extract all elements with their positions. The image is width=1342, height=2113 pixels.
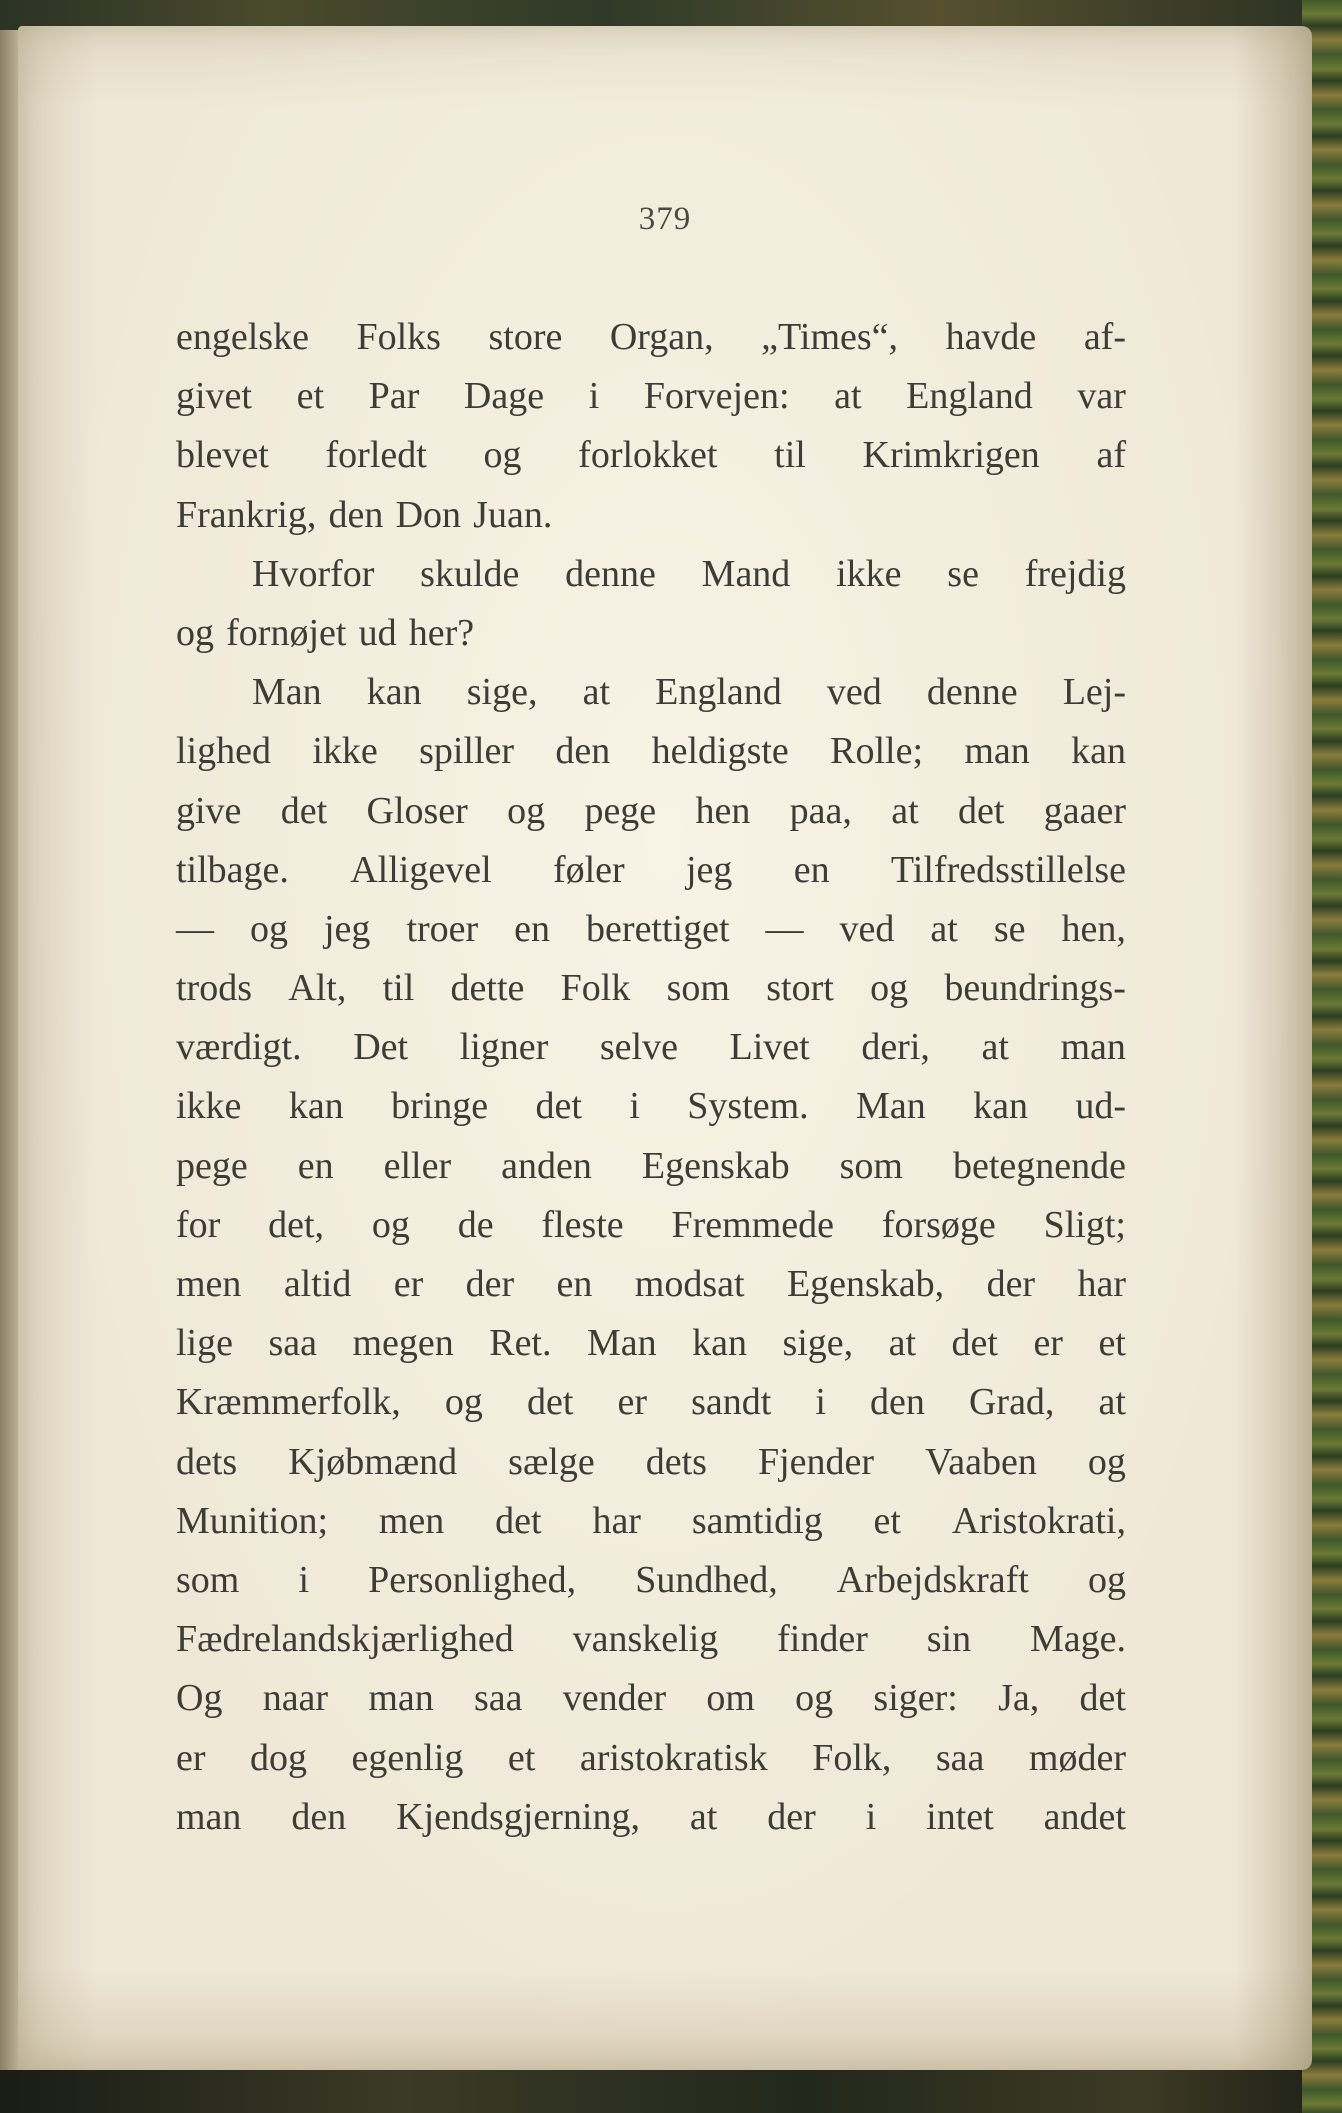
word: af- — [1083, 316, 1126, 358]
text-line — [176, 1373, 1126, 1432]
word: denne — [926, 671, 1018, 714]
word: England — [906, 375, 1033, 418]
word: ikke — [312, 730, 378, 773]
word: kan — [692, 1322, 747, 1365]
text-line — [176, 604, 1126, 663]
word: altid — [283, 1263, 352, 1305]
word: og — [444, 1381, 483, 1424]
word: og — [870, 967, 909, 1010]
word: — — [176, 907, 214, 950]
word: Forvejen: — [643, 375, 790, 418]
word: Frankrig, — [176, 493, 317, 536]
word: havde — [945, 316, 1037, 358]
word: at — [1098, 1381, 1126, 1424]
word: Personlighed, — [368, 1558, 577, 1601]
word: — — [765, 907, 804, 950]
word: jeg — [324, 907, 371, 950]
word: Tilfredsstillelse — [890, 848, 1126, 891]
word: Grad, — [968, 1381, 1055, 1424]
word: Fremmede — [671, 1203, 834, 1246]
text-line — [176, 1314, 1126, 1373]
word: kan — [1071, 730, 1126, 773]
word: i — [815, 1381, 826, 1424]
word: fleste — [541, 1203, 624, 1246]
word: aristokratisk — [579, 1736, 768, 1779]
word: eller — [383, 1144, 452, 1187]
word: Juan. — [473, 493, 553, 536]
word: se — [993, 907, 1026, 950]
word: Rolle; — [830, 730, 924, 773]
text-line — [176, 1137, 1126, 1196]
word: Alligevel — [350, 848, 492, 891]
word: det — [280, 789, 328, 832]
word: Kjendsgjerning, — [396, 1795, 640, 1838]
word: de — [457, 1203, 494, 1246]
word: vender — [562, 1677, 667, 1720]
word: at — [834, 375, 862, 418]
word: hen — [695, 789, 751, 832]
word: man — [964, 730, 1030, 773]
word: saa — [935, 1736, 985, 1779]
word: egenlig — [351, 1736, 464, 1779]
word: det — [957, 789, 1005, 832]
word: ved — [826, 671, 882, 714]
word: bringe — [391, 1085, 489, 1128]
word: og — [483, 434, 522, 477]
text-line — [176, 1551, 1126, 1610]
word: Arbejdskraft — [836, 1558, 1029, 1601]
text-line — [176, 308, 1126, 367]
word: stort — [766, 967, 834, 1010]
word: at — [582, 671, 611, 714]
word: siger: — [873, 1677, 958, 1720]
word: man — [368, 1677, 434, 1720]
word: er — [393, 1263, 424, 1305]
word: men — [176, 1263, 242, 1305]
word: Munition; — [176, 1499, 329, 1542]
word: forledt — [325, 434, 427, 477]
word: Livet — [729, 1026, 810, 1069]
text-line — [176, 1196, 1126, 1255]
word: at — [930, 907, 958, 950]
page-number: 379 — [638, 201, 692, 237]
word: er — [617, 1381, 647, 1424]
word: i — [588, 375, 600, 418]
word: andet — [1043, 1795, 1126, 1838]
word: Kræmmerfolk, — [176, 1381, 401, 1424]
word: pege — [176, 1144, 248, 1187]
word: som — [839, 1144, 903, 1187]
word: denne — [565, 552, 656, 595]
word: modsat — [634, 1263, 745, 1305]
book-page — [18, 26, 1312, 2070]
word: megen — [352, 1322, 454, 1365]
word: et — [873, 1499, 901, 1542]
word: er — [1033, 1322, 1063, 1365]
word: forlokket — [578, 434, 718, 477]
word: kan — [288, 1085, 344, 1128]
word: give — [176, 789, 242, 832]
word: deri, — [861, 1026, 930, 1069]
word: forsøge — [881, 1203, 996, 1246]
word: Man — [252, 671, 322, 714]
word: der — [986, 1263, 1036, 1305]
word: en — [793, 848, 830, 891]
word: den — [870, 1381, 925, 1424]
word: og — [795, 1677, 834, 1720]
word: Sligt; — [1043, 1203, 1126, 1246]
word: Og — [176, 1677, 223, 1720]
word: den — [555, 730, 611, 773]
word: her? — [408, 611, 475, 654]
word: det — [1079, 1677, 1126, 1720]
word: Egenskab, — [786, 1263, 945, 1305]
word: „Times“, — [761, 316, 899, 358]
word: møder — [1028, 1736, 1126, 1779]
text-line — [176, 959, 1126, 1018]
word: i — [865, 1795, 877, 1838]
text-line — [176, 367, 1126, 426]
word: og — [176, 611, 214, 654]
word: betegnende — [952, 1144, 1126, 1187]
word: Folk, — [812, 1736, 892, 1779]
word: for — [176, 1203, 221, 1246]
word: heldigste — [651, 730, 789, 773]
word: som — [176, 1558, 240, 1601]
word: Folk — [560, 967, 631, 1010]
word: Alt, — [288, 967, 347, 1010]
word: der — [465, 1263, 515, 1305]
text-line — [176, 1077, 1126, 1136]
word: ikke — [836, 552, 902, 595]
word: sælge — [508, 1440, 595, 1483]
word: dog — [250, 1736, 308, 1779]
word: om — [706, 1677, 755, 1720]
word: som — [666, 967, 730, 1010]
word: der — [767, 1795, 816, 1838]
text-line — [176, 1788, 1126, 1847]
word: er — [176, 1736, 206, 1779]
word: blevet — [176, 434, 269, 477]
word: givet — [176, 375, 252, 418]
word: var — [1077, 375, 1126, 418]
word: sige, — [466, 671, 538, 714]
word: har — [1077, 1263, 1126, 1305]
word: anden — [501, 1144, 592, 1187]
word: Mand — [701, 552, 791, 595]
word: at — [689, 1795, 718, 1838]
text-line — [176, 782, 1126, 841]
word: Fjender — [757, 1440, 875, 1483]
word: at — [888, 1322, 917, 1365]
word: gaaer — [1043, 789, 1126, 832]
word: Lej- — [1062, 671, 1126, 714]
word: finder — [777, 1618, 868, 1661]
word: det, — [268, 1203, 325, 1246]
text-line — [176, 1255, 1126, 1314]
word: og — [507, 789, 546, 832]
text-line — [176, 426, 1126, 485]
word: trods — [176, 967, 252, 1010]
word: Par — [368, 375, 420, 418]
word: hen, — [1061, 907, 1126, 950]
word: Mage. — [1029, 1618, 1126, 1661]
word: England — [655, 671, 782, 714]
text-line — [176, 1729, 1126, 1788]
word: spiller — [419, 730, 515, 773]
word: Man — [856, 1085, 926, 1128]
word: Gloser — [366, 789, 468, 832]
word: jeg — [685, 848, 733, 891]
word: det — [951, 1322, 998, 1365]
word: den — [291, 1795, 347, 1838]
text-line — [176, 1610, 1126, 1669]
word: og — [1087, 1558, 1126, 1601]
word: ud — [358, 611, 397, 654]
word: det — [535, 1085, 582, 1128]
text-line — [176, 545, 1126, 604]
word: Aristokrati, — [951, 1499, 1126, 1542]
word: det — [526, 1381, 574, 1424]
word: lige — [176, 1322, 233, 1365]
text-line — [176, 1433, 1126, 1492]
word: kan — [973, 1085, 1028, 1128]
text-line — [176, 486, 1126, 545]
word: kan — [366, 671, 422, 714]
word: ved — [839, 907, 895, 950]
word: sige, — [782, 1322, 854, 1365]
word: saa — [268, 1322, 317, 1365]
word: store — [488, 316, 563, 358]
word: dets — [176, 1440, 238, 1483]
word: dette — [450, 967, 525, 1010]
word: et — [1098, 1322, 1126, 1365]
word: naar — [262, 1677, 329, 1720]
word: samtidig — [691, 1499, 823, 1542]
word: Man — [586, 1322, 657, 1365]
word: dets — [645, 1440, 707, 1483]
text-line — [176, 900, 1126, 959]
word: af — [1096, 434, 1126, 477]
word: intet — [926, 1795, 994, 1838]
word: lighed — [176, 730, 271, 773]
word: paa, — [789, 789, 852, 832]
word: Krimkrigen — [862, 434, 1040, 477]
word: Organ, — [609, 316, 714, 358]
word: i — [629, 1085, 640, 1128]
word: men — [378, 1499, 445, 1542]
word: at — [981, 1026, 1009, 1069]
word: man — [176, 1795, 242, 1838]
text-line — [176, 663, 1126, 722]
word: i — [298, 1558, 310, 1601]
word: selve — [599, 1026, 678, 1069]
word: Egenskab — [641, 1144, 790, 1187]
word: værdigt. — [176, 1026, 302, 1069]
word: pege — [584, 789, 657, 832]
word: sandt — [691, 1381, 772, 1424]
word: en — [297, 1144, 334, 1187]
word: det — [495, 1499, 542, 1542]
body-text — [176, 308, 1126, 1847]
word: beundrings- — [944, 967, 1126, 1010]
word: et — [296, 375, 325, 418]
word: og — [371, 1203, 410, 1246]
word: ikke — [176, 1085, 242, 1128]
word: til — [382, 967, 415, 1010]
word: Kjøbmænd — [288, 1440, 458, 1483]
text-line — [176, 1018, 1126, 1077]
word: at — [891, 789, 919, 832]
word: man — [1060, 1026, 1126, 1069]
word: Don — [395, 493, 462, 536]
text-line — [176, 1492, 1126, 1551]
word: System. — [687, 1085, 809, 1128]
word: ud- — [1075, 1085, 1126, 1128]
word: og — [1087, 1440, 1126, 1483]
word: har — [592, 1499, 641, 1542]
word: tilbage. — [176, 848, 289, 891]
word: Hvorfor — [252, 552, 375, 595]
word: sin — [926, 1618, 972, 1661]
word: ligner — [459, 1026, 549, 1069]
word: Ja, — [998, 1677, 1040, 1720]
word: engelske — [176, 316, 309, 358]
word: Vaaben — [925, 1440, 1037, 1483]
word: Det — [353, 1026, 409, 1069]
word: Sundhed, — [635, 1558, 778, 1601]
text-line — [176, 722, 1126, 781]
word: og — [250, 907, 288, 950]
word: til — [774, 434, 806, 477]
word: skulde — [420, 552, 520, 595]
word: Folks — [356, 316, 441, 358]
word: saa — [473, 1677, 523, 1720]
word: en — [556, 1263, 593, 1305]
word: troer — [406, 907, 479, 950]
word: den — [328, 493, 384, 536]
word: føler — [552, 848, 625, 891]
word: berettiget — [586, 907, 730, 950]
word: se — [947, 552, 979, 595]
word: Ret. — [489, 1322, 552, 1365]
word: et — [507, 1736, 536, 1779]
word: frejdig — [1024, 552, 1126, 595]
word: Fædrelandskjærlighed — [176, 1618, 514, 1661]
text-line — [176, 841, 1126, 900]
book-binding-bottom — [0, 2065, 1342, 2113]
word: vanskelig — [572, 1618, 719, 1661]
word: en — [514, 907, 551, 950]
word: Dage — [463, 375, 545, 418]
word: fornøjet — [226, 611, 347, 654]
text-line — [176, 1669, 1126, 1728]
